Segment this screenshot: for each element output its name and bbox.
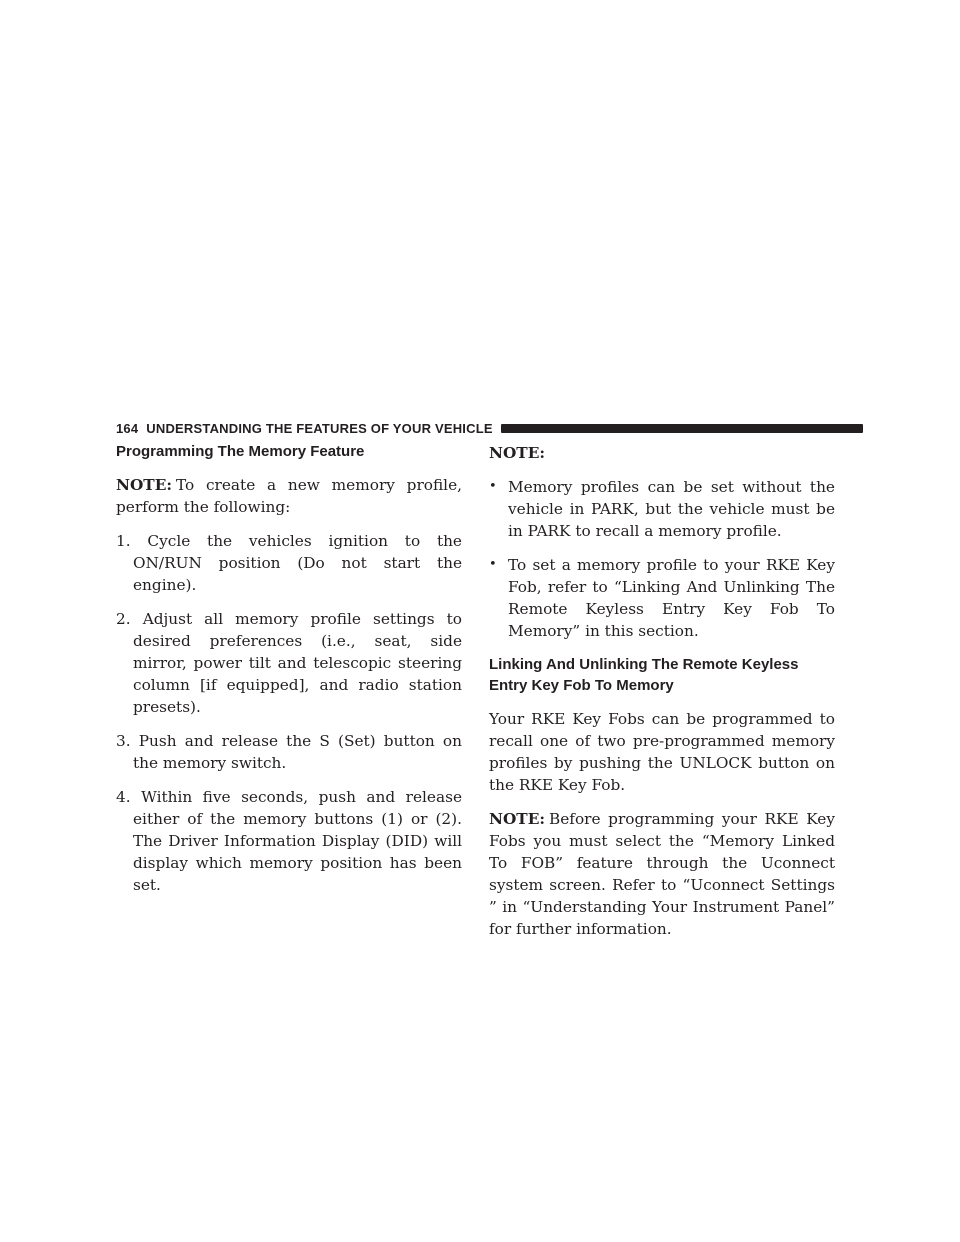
header-rule	[501, 424, 863, 433]
step-text: Cycle the vehicles ignition to the ON/RUN position (Do not start the engine).	[133, 532, 462, 594]
bullet-icon: •	[489, 479, 497, 494]
bullet-item	[489, 476, 835, 542]
bullet-text: Memory profiles can be set without the vehicle in PARK, but the vehicle must be in PARK to recall a memory profile.	[508, 478, 835, 540]
note-paragraph	[116, 474, 462, 518]
step-number: 3.	[116, 732, 131, 750]
section-heading-programming: Programming The Memory Feature	[116, 443, 365, 460]
step-text: Adjust all memory profile settings to desired preferences (i.e., seat, side mirror, power tilt and telescopic steering column [if equipped], and radio station presets).	[133, 610, 462, 716]
step-text: Push and release the S (Set) button on the memory switch.	[133, 732, 462, 772]
page-header	[116, 417, 863, 439]
section-heading-linking: Linking And Unlinking The Remote Keyless Entry Key Fob To Memory	[489, 656, 799, 694]
left-column	[116, 441, 462, 908]
bullet-icon: •	[489, 557, 497, 572]
bullet-item	[489, 554, 835, 642]
right-column	[489, 441, 835, 952]
step-number: 4.	[116, 788, 131, 806]
section-title: UNDERSTANDING THE FEATURES OF YOUR VEHICLE	[146, 420, 493, 436]
note-label: NOTE:	[489, 810, 545, 828]
bullet-text: To set a memory profile to your RKE Key Fob, refer to “Linking And Unlinking The Remote Keyless Entry Key Fob To Memory” in this section.	[508, 556, 835, 640]
page-number: 164	[116, 420, 139, 436]
note-text: Before programming your RKE Key Fobs you must select the “Memory Linked To FOB” feature through the Uconnect system screen. Refer to “Uconnect Settings ” in “Understanding Your Instrument Panel” for further information.	[489, 810, 835, 938]
step-1	[116, 530, 462, 596]
body-paragraph: Your RKE Key Fobs can be programmed to recall one of two pre-programmed memory profiles by pushing the UNLOCK button on the RKE Key Fob.	[489, 710, 835, 794]
step-number: 2.	[116, 610, 131, 628]
note-label: NOTE:	[116, 476, 172, 494]
note-text: To create a new memory profile, perform the following:	[116, 476, 462, 516]
step-2	[116, 608, 462, 718]
note-paragraph-2	[489, 808, 835, 940]
step-number: 1.	[116, 532, 131, 550]
note-heading: NOTE:	[489, 444, 545, 462]
step-4	[116, 786, 462, 896]
step-text: Within five seconds, push and release either of the memory buttons (1) or (2). The Driver Information Display (DID) will display which memory position has been set.	[133, 788, 462, 894]
step-3	[116, 730, 462, 774]
